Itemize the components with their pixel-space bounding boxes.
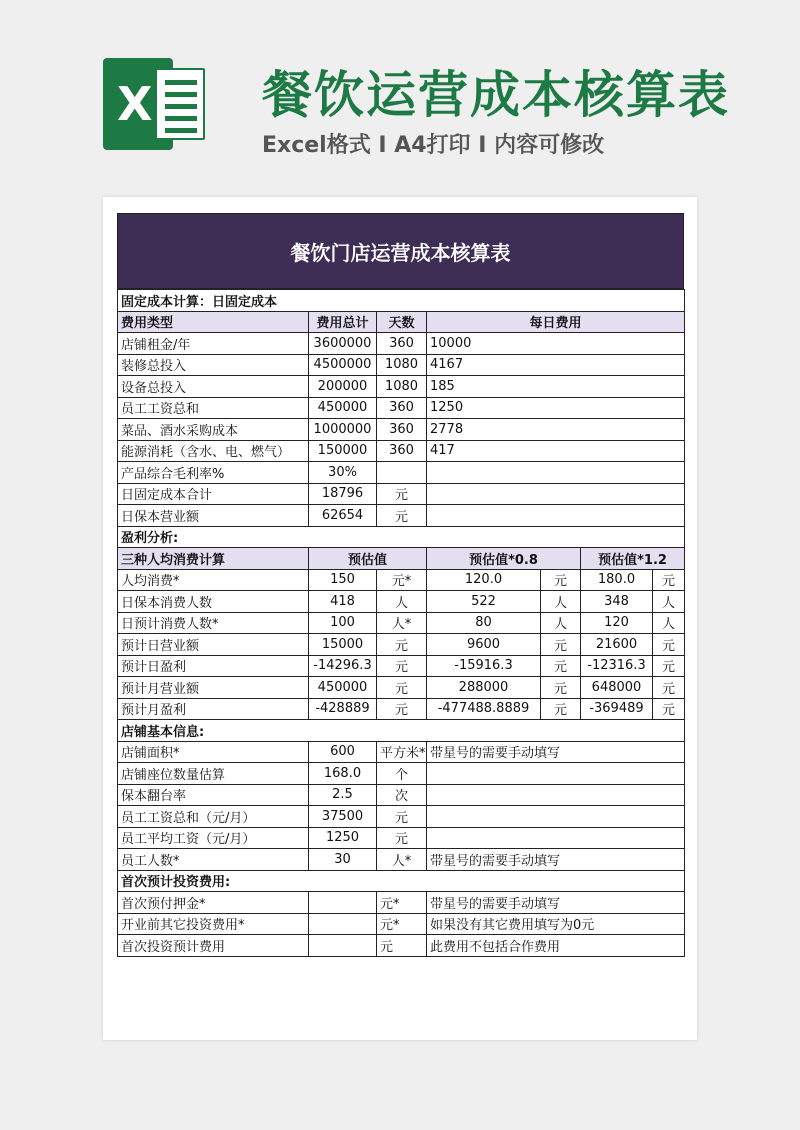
cell-value[interactable]: 元 (541, 677, 581, 699)
cell-value[interactable]: 1000000 (309, 419, 377, 441)
unit-cell: 个 (377, 763, 427, 785)
cell-value[interactable]: 348 (581, 591, 653, 613)
table-row (118, 397, 685, 419)
table-row (118, 440, 685, 462)
section-title: 盈利分析: (118, 526, 685, 548)
row-label: 菜品、酒水采购成本 (118, 419, 309, 441)
cell-value[interactable]: 元 (653, 634, 685, 656)
row-label: 店铺租金/年 (118, 333, 309, 355)
table-row (118, 333, 685, 355)
cell-value[interactable]: 600 (309, 741, 377, 763)
table-row (118, 698, 685, 720)
column-header: 预估值*0.8 (427, 548, 581, 570)
cell-value[interactable]: 185 (427, 376, 685, 398)
table-row (118, 655, 685, 677)
table-row (118, 849, 685, 871)
note-cell (427, 806, 685, 828)
cell-value[interactable]: -12316.3 (581, 655, 653, 677)
unit-cell: 次 (377, 784, 427, 806)
table-row (118, 505, 685, 527)
row-label: 预计月营业额 (118, 677, 309, 699)
section-header-profit (118, 526, 685, 548)
cell-value[interactable]: 元 (653, 569, 685, 591)
table-row (118, 784, 685, 806)
cell-value[interactable]: 9600 (427, 634, 541, 656)
table-row (118, 483, 685, 505)
unit-cell: 人* (377, 849, 427, 871)
row-label: 能源消耗（含水、电、燃气） (118, 440, 309, 462)
sheet-title: 餐饮门店运营成本核算表 (117, 213, 684, 289)
table-row (118, 827, 685, 849)
cell-value[interactable]: 3600000 (309, 333, 377, 355)
cell-value[interactable]: 元 (541, 698, 581, 720)
cell-value[interactable] (309, 935, 377, 957)
cell-value[interactable]: 288000 (427, 677, 541, 699)
cell-value[interactable] (427, 505, 685, 527)
cell-value[interactable]: 150000 (309, 440, 377, 462)
table-row (118, 569, 685, 591)
cell-value[interactable]: 120 (581, 612, 653, 634)
cell-value[interactable]: 450000 (309, 397, 377, 419)
row-label: 店铺面积* (118, 741, 309, 763)
cell-value[interactable]: 648000 (581, 677, 653, 699)
cost-table (117, 289, 685, 957)
table-row (118, 677, 685, 699)
row-label: 预计日盈利 (118, 655, 309, 677)
cell-value[interactable] (309, 913, 377, 935)
cell-value[interactable]: 元 (377, 634, 427, 656)
cell-value[interactable]: 元 (653, 677, 685, 699)
cell-value[interactable]: 元 (377, 698, 427, 720)
cell-value[interactable]: 元 (377, 655, 427, 677)
cell-value[interactable]: 元 (377, 483, 427, 505)
table-row (118, 806, 685, 828)
unit-cell: 平方米* (377, 741, 427, 763)
section-header-store (118, 720, 685, 742)
cell-value[interactable]: 18796 (309, 483, 377, 505)
row-label: 员工平均工资（元/月） (118, 827, 309, 849)
note-cell: 带星号的需要手动填写 (427, 741, 685, 763)
row-label: 预计月盈利 (118, 698, 309, 720)
note-cell: 此费用不包括合作费用 (427, 935, 685, 957)
cell-value[interactable]: 10000 (427, 333, 685, 355)
cell-value[interactable]: 21600 (581, 634, 653, 656)
cell-value[interactable]: 元 (653, 698, 685, 720)
column-header: 天数 (377, 311, 427, 333)
column-header: 每日费用 (427, 311, 685, 333)
note-cell (427, 763, 685, 785)
row-label: 预计日营业额 (118, 634, 309, 656)
table-row (118, 419, 685, 441)
row-label: 员工工资总和 (118, 397, 309, 419)
row-label: 开业前其它投资费用* (118, 913, 309, 935)
row-label: 首次预付押金* (118, 892, 309, 914)
cell-value[interactable]: 360 (377, 397, 427, 419)
cell-value[interactable] (427, 462, 685, 484)
cell-value[interactable]: 1080 (377, 376, 427, 398)
cell-value[interactable] (377, 462, 427, 484)
unit-cell: 元 (377, 827, 427, 849)
cell-value[interactable]: 80 (427, 612, 541, 634)
note-cell (427, 784, 685, 806)
cell-value[interactable]: 418 (309, 591, 377, 613)
table-row (118, 913, 685, 935)
row-label: 产品综合毛利率% (118, 462, 309, 484)
table-row (118, 741, 685, 763)
cell-value[interactable]: 1250 (309, 827, 377, 849)
cell-value[interactable]: 150 (309, 569, 377, 591)
row-label: 日保本消费人数 (118, 591, 309, 613)
cell-value[interactable]: -15916.3 (427, 655, 541, 677)
column-header: 费用总计 (309, 311, 377, 333)
column-header: 三种人均消费计算 (118, 548, 309, 570)
cell-value[interactable]: 360 (377, 440, 427, 462)
cell-value[interactable] (427, 483, 685, 505)
cell-value[interactable]: 100 (309, 612, 377, 634)
cell-value[interactable]: 37500 (309, 806, 377, 828)
cell-value[interactable]: 人 (541, 612, 581, 634)
cell-value[interactable]: 2.5 (309, 784, 377, 806)
table-row (118, 376, 685, 398)
column-header-row (118, 311, 685, 333)
cell-value[interactable]: 15000 (309, 634, 377, 656)
cell-value[interactable]: 人* (377, 612, 427, 634)
cell-value[interactable]: -477488.8889 (427, 698, 541, 720)
cell-value[interactable]: 人 (653, 591, 685, 613)
note-cell: 带星号的需要手动填写 (427, 892, 685, 914)
section-title: 固定成本计算：日固定成本 (118, 290, 685, 312)
cell-value[interactable]: -14296.3 (309, 655, 377, 677)
row-label: 员工人数* (118, 849, 309, 871)
table-row (118, 612, 685, 634)
cell-value[interactable]: 4500000 (309, 354, 377, 376)
cell-value[interactable]: 元 (541, 569, 581, 591)
row-label: 装修总投入 (118, 354, 309, 376)
spreadsheet (117, 213, 684, 957)
excel-logo-icon (103, 58, 207, 150)
cell-value[interactable] (309, 892, 377, 914)
section-header-fixed (118, 290, 685, 312)
cell-value[interactable]: 人 (653, 612, 685, 634)
column-header: 费用类型 (118, 311, 309, 333)
page-subtitle: Excel格式 I A4打印 I 内容可修改 (262, 133, 605, 158)
unit-cell: 元 (377, 806, 427, 828)
cell-value[interactable]: 人 (377, 591, 427, 613)
cell-value[interactable]: -369489 (581, 698, 653, 720)
cell-value[interactable]: 62654 (309, 505, 377, 527)
cell-value[interactable]: 1250 (427, 397, 685, 419)
row-label: 日预计消费人数* (118, 612, 309, 634)
note-cell: 如果没有其它费用填写为0元 (427, 913, 685, 935)
unit-cell: 元 (377, 935, 427, 957)
cell-value[interactable]: 4167 (427, 354, 685, 376)
section-title: 店铺基本信息: (118, 720, 685, 742)
cell-value[interactable]: 417 (427, 440, 685, 462)
table-row (118, 591, 685, 613)
table-row (118, 763, 685, 785)
cell-value[interactable]: 200000 (309, 376, 377, 398)
cell-value[interactable]: 元 (541, 634, 581, 656)
cell-value[interactable]: -428889 (309, 698, 377, 720)
cell-value[interactable]: 30 (309, 849, 377, 871)
page-title: 餐饮运营成本核算表 (262, 66, 730, 124)
cell-value[interactable]: 168.0 (309, 763, 377, 785)
row-label: 日固定成本合计 (118, 483, 309, 505)
column-header: 预估值 (309, 548, 427, 570)
table-row (118, 354, 685, 376)
cell-value[interactable]: 元 (377, 505, 427, 527)
cell-value[interactable]: 元 (653, 655, 685, 677)
row-label: 店铺座位数量估算 (118, 763, 309, 785)
table-row (118, 892, 685, 914)
column-header: 预估值*1.2 (581, 548, 685, 570)
cell-value[interactable]: 2778 (427, 419, 685, 441)
unit-cell: 元* (377, 913, 427, 935)
note-cell (427, 827, 685, 849)
note-cell: 带星号的需要手动填写 (427, 849, 685, 871)
table-row (118, 634, 685, 656)
row-label: 保本翻台率 (118, 784, 309, 806)
cell-value[interactable]: 522 (427, 591, 541, 613)
row-label: 人均消费* (118, 569, 309, 591)
section-title: 首次预计投资费用: (118, 870, 685, 892)
cell-value[interactable]: 人 (541, 591, 581, 613)
row-label: 员工工资总和（元/月） (118, 806, 309, 828)
cell-value[interactable]: 450000 (309, 677, 377, 699)
unit-cell: 元* (377, 892, 427, 914)
cell-value[interactable]: 元* (377, 569, 427, 591)
cell-value[interactable]: 元 (541, 655, 581, 677)
cell-value[interactable]: 180.0 (581, 569, 653, 591)
section-header-investment (118, 870, 685, 892)
row-label: 设备总投入 (118, 376, 309, 398)
column-header-row (118, 548, 685, 570)
cell-value[interactable]: 元 (377, 677, 427, 699)
logo-letter: X (117, 77, 153, 131)
cell-value[interactable]: 360 (377, 419, 427, 441)
cell-value[interactable]: 360 (377, 333, 427, 355)
cell-value[interactable]: 1080 (377, 354, 427, 376)
row-label: 首次投资预计费用 (118, 935, 309, 957)
row-label: 日保本营业额 (118, 505, 309, 527)
table-row (118, 935, 685, 957)
cell-value[interactable]: 120.0 (427, 569, 541, 591)
cell-value[interactable]: 30% (309, 462, 377, 484)
table-row (118, 462, 685, 484)
